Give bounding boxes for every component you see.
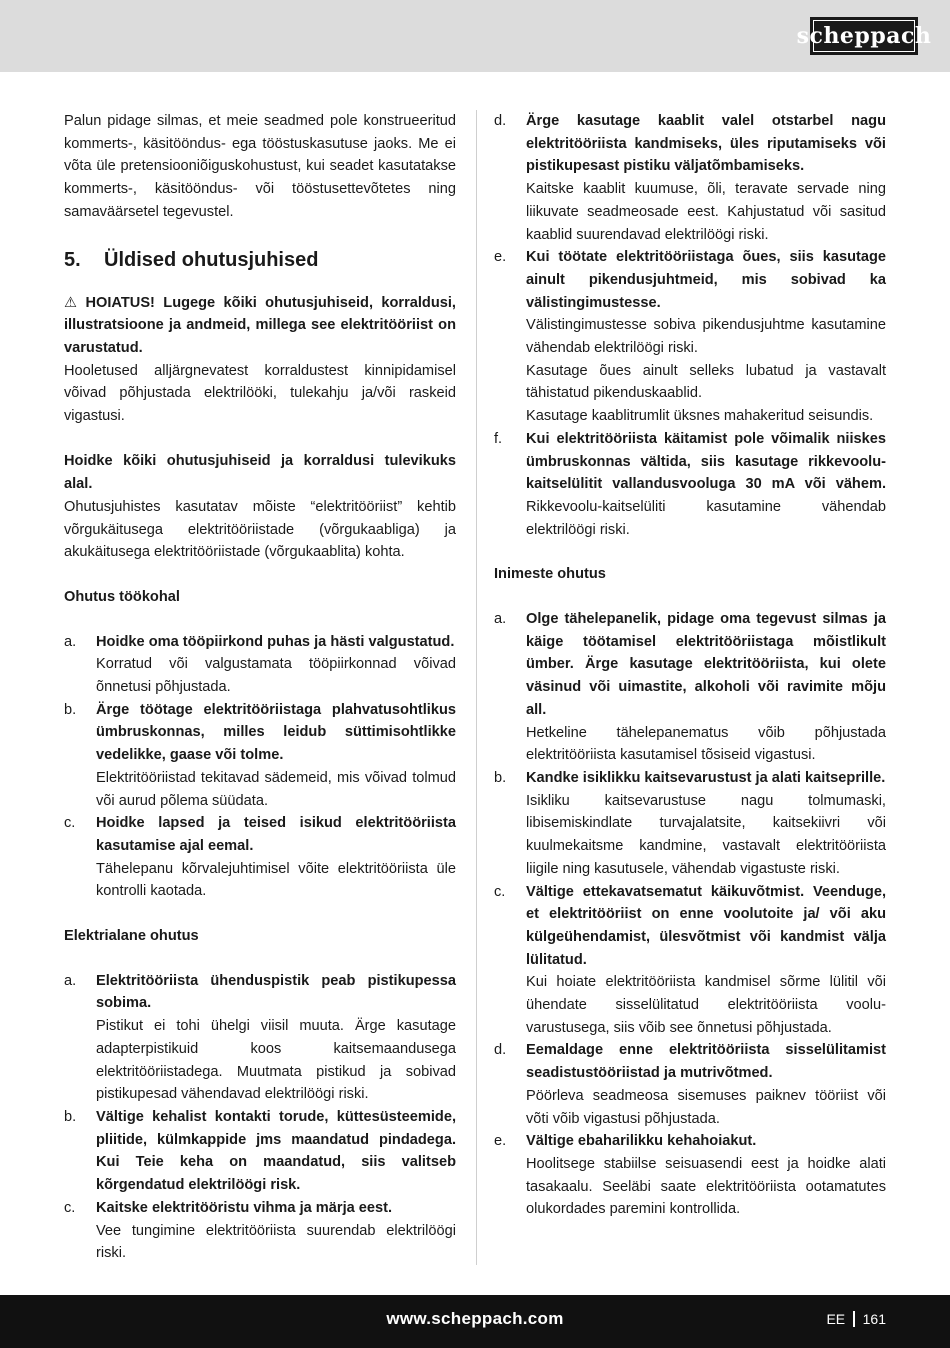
list-item: d. Eemaldage enne elektritööriista sisselülitamist seadistustööriistad ja mutrivõtmed. Pöörleva seadmeosa sisemuses paiknev tööriist või võti võib vigastusi põhjustada. (494, 1042, 886, 1127)
people-safety-heading: Inimeste ohutus (494, 566, 606, 583)
page-number: 161 (862, 1311, 886, 1327)
section-heading (64, 246, 456, 274)
list-item: a. Elektritööriista ühenduspistik peab pistikupessa sobima. Pistikut ei tohi ühelgi viisil muuta. Ärge kasutage adapterpistikuid koos kaitsemaandusega elektritööriistadega. Muutmata pistikud ja sobivad pistikupesad vähendavad elektrilöögi riski. (64, 972, 456, 1103)
list-item: d. Ärge kasutage kaablit valel otstarbel nagu elektritööriista kandmiseks, üles riputamiseks või pistikupesast pistiku väljatõmbamiseks. Kaitske kaablit kuumuse, õli, teravate servade ning liikuvate seadmeosade eest. Kahjustatud või sasitud kaablid suurendavad elektrilöögi riski. (494, 113, 886, 243)
list-item: c. Vältige ettekavatsematut käikuvõtmist. Veenduge, et elektritööriist on enne voolutoite ja/ või aku külgeühendamist, ülesvõtmist või kandmist välja lülitatud. Kui hoiate elektritööriista kandmisel sõrme lülitil või ühendate sisselülitatud elektritööriista vooluvarustusega, siis võib see õnnetusi põhjustada. (494, 883, 886, 1036)
list-item: c. Hoidke lapsed ja teised isikud elektritööriista kasutamise ajal eemal. Tähelepanu kõrvalejuhtimisel võite elektritööriista üle kontrolli kaotada. (64, 815, 456, 900)
right-column (494, 110, 886, 1221)
list-item: a. Olge tähelepanelik, pidage oma tegevust silmas ja käige töötamisel elektritööriistaga mõistlikult ümber. Ärge kasutage elektritööriista, kui olete väsinud või uimastite, alkoholi või ravimite mõju all. Hetkeline tähelepanematus võib põhjustada elektritööriista kasutamisel tõsiseid vigastusi. (494, 611, 886, 764)
intro-paragraph: Palun pidage silmas, et meie seadmed pole konstrueeritud kommerts-, käsitööndus- ega tööstuskasutuse jaoks. Me ei võta üle pretensiooniõiguskohustust, kui seadet kasutatakse kommerts-, käsitööndus- või tööstusettevõtetes ning samaväärsetel tegevustel. (64, 113, 456, 220)
list-item: b. Vältige kehalist kontakti torude, küttesüsteemide, pliitide, külmkappide jms maandatud pindadega. Kui Teie keha on maandatud, siis valitseb kõrgendatud elektrilöögi risk. (64, 1109, 456, 1194)
separator (853, 1311, 855, 1327)
brand-logo: scheppach (810, 17, 918, 55)
keep-instructions-bold: Hoidke kõiki ohutusjuhiseid ja korraldusi tulevikuks alal. (64, 453, 456, 493)
list-item: c. Kaitske elektritööristu vihma ja märja eest. Vee tungimine elektritööriista suurendab elektrilöögi riski. (64, 1199, 456, 1262)
people-safety-list (494, 608, 886, 1221)
list-item: e. Vältige ebaharilikku kehahoiakut. Hoolitsege stabiilse seisuasendi eest ja hoidke alati tasakaalu. Seeläbi saate elektritööriista ootamatutes olukordades paremini kontrollida. (494, 1133, 886, 1218)
warning-text: Hooletused alljärgnevatest korraldustest kinnipidamisel võivad põhjustada elektrilööki, tulekahju ja/või raskeid vigastusi. (64, 362, 456, 425)
electrical-safety-list (64, 970, 456, 1265)
electrical-safety-heading: Elektrialane ohutus (64, 928, 199, 945)
column-divider (476, 110, 477, 1265)
work-safety-heading: Ohutus töökohal (64, 588, 180, 605)
warning-bold-text: HOIATUS! Lugege kõiki ohutusjuhiseid, korraldusi, illustratsioone ja andmeid, millega see elektritööriist on varustatud. (64, 294, 456, 356)
page-header (0, 0, 950, 72)
page-info (826, 1311, 886, 1327)
list-item: b. Ärge töötage elektritööriistaga plahvatusohtlikus ümbruskonnas, milles leidub süttimisohtlikke vedelikke, gaase või tolme. Elektritööriistad tekitavad sädemeid, mis võivad tolmud või aurud põlema süüdata. (64, 701, 456, 809)
list-item: b. Kandke isiklikku kaitsevarustust ja alati kaitseprille. Isikliku kaitsevarustuse nagu tolmumaski, libisemiskindlate turvajalatsite, kaitsekiivri või kuulmekaitsme kandmine, vastavalt elektritööriista liigile ning kasutusele, vähendab vigastuste riski. (494, 769, 886, 877)
section-title: Üldised ohutusjuhised (104, 248, 319, 271)
list-item: e. Kui töötate elektritööriistaga õues, siis kasutage ainult pikendusjuhtmeid, mis sobivad ka välistingimustesse. Välistingimustesse sobiva pikendusjuhtme kasutamine vähendab elektrilöögi riski. Kasutage õues ainult selleks lubatud ja vastavalt tähistatud pikenduskaablid. Kasutage kaablitrumlit üksnes mahakeritud seisundis. (494, 249, 886, 425)
keep-instructions-text: Ohutusjuhistes kasutatav mõiste “elektritööriist” kehtib võrgukäitusega elektritööriistade (võrgukaabliga) ja akukäitusega elektritööriistade (võrgukaablita) kohta. (64, 498, 456, 561)
list-item: f. Kui elektritööriista käitamist pole võimalik niiskes ümbruskonnas vältida, siis kasutage rikkevoolu-kaitselülitit vallandusvooluga 30 mA või vähem. Rikkevoolu-kaitselüliti kasutamine vähendab elektrilöögi riski. (494, 430, 886, 538)
list-item: a. Hoidke oma tööpiirkond puhas ja hästi valgustatud. Korratud või valgustamata tööpiirkonnad võivad õnnetusi põhjustada. (64, 633, 456, 696)
work-safety-list (64, 631, 456, 903)
warning-triangle-icon: ⚠ (64, 294, 78, 311)
left-column (64, 110, 456, 1265)
warning-block (64, 292, 456, 360)
website-link[interactable]: www.scheppach.com (386, 1309, 564, 1328)
page-footer (0, 1295, 950, 1348)
electrical-safety-list-continued (494, 110, 886, 541)
section-number: 5. (64, 248, 81, 271)
language-code: EE (826, 1311, 846, 1327)
